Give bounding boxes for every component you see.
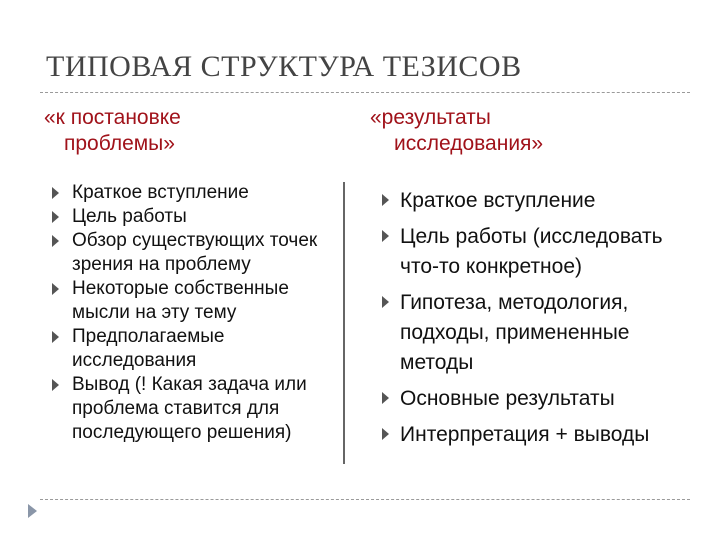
list-item-text: Обзор существующих точек зрения на проблему	[72, 230, 318, 275]
list-item-text: Некоторые собственные мысли на эту тему	[72, 278, 289, 323]
list-item	[52, 373, 352, 445]
bullet-arrow-icon	[382, 230, 389, 242]
list-item-text: Основные результаты	[400, 387, 615, 410]
list-item-text: Цель работы	[72, 206, 187, 227]
list-item-text: Вывод (! Какая задача или проблема ставится для последующего решения)	[72, 374, 307, 443]
left-heading-line1: «к постановке	[44, 106, 181, 129]
left-heading-line2: проблемы»	[64, 132, 175, 155]
list-item	[382, 186, 702, 216]
footer-divider	[40, 499, 690, 500]
title-divider	[40, 92, 690, 93]
bullet-arrow-icon	[52, 331, 59, 343]
left-column-heading	[44, 105, 181, 157]
right-heading-line2: исследования»	[394, 132, 544, 155]
list-item	[382, 222, 702, 282]
right-heading-line1: «результаты	[370, 106, 491, 129]
list-item	[52, 325, 352, 373]
bullet-arrow-icon	[382, 392, 389, 404]
bullet-arrow-icon	[382, 428, 389, 440]
bullet-arrow-icon	[52, 379, 59, 391]
bullet-arrow-icon	[382, 194, 389, 206]
list-item-text: Цель работы (исследовать что-то конкретное)	[400, 225, 663, 278]
bullet-arrow-icon	[52, 187, 59, 199]
list-item	[52, 205, 352, 229]
list-item	[52, 277, 352, 325]
bullet-arrow-icon	[52, 235, 59, 247]
list-item	[382, 420, 702, 450]
column-divider	[343, 182, 345, 464]
list-item-text: Интерпретация + выводы	[400, 423, 650, 446]
bullet-arrow-icon	[52, 211, 59, 223]
bullet-arrow-icon	[52, 283, 59, 295]
right-bullet-list	[382, 186, 702, 456]
list-item	[382, 288, 702, 378]
list-item	[52, 181, 352, 205]
slide-title: ТИПОВАЯ СТРУКТУРА ТЕЗИСОВ	[46, 50, 522, 83]
right-column-heading	[370, 105, 543, 157]
list-item	[382, 384, 702, 414]
list-item-text: Гипотеза, методология, подходы, примененные методы	[400, 291, 630, 374]
list-item-text: Краткое вступление	[400, 189, 596, 212]
bullet-arrow-icon	[382, 296, 389, 308]
corner-arrow-icon	[28, 504, 37, 518]
list-item-text: Краткое вступление	[72, 182, 249, 203]
list-item	[52, 229, 352, 277]
left-bullet-list	[52, 181, 352, 445]
list-item-text: Предполагаемые исследования	[72, 326, 225, 371]
